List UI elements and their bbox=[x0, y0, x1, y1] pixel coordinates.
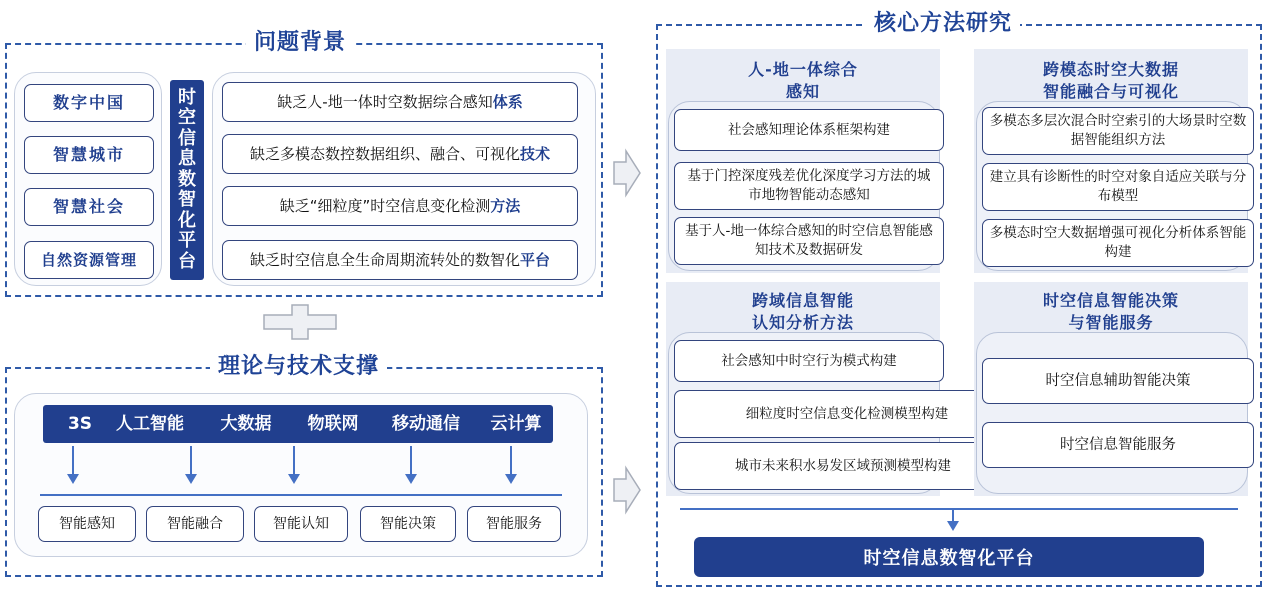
vertical-label-char: 息 bbox=[178, 148, 196, 170]
quadrant-1-title: 跨模态时空大数据 智能融合与可视化 bbox=[1042, 60, 1179, 101]
quadrant-2-title: 跨域信息智能 认知分析方法 bbox=[751, 291, 854, 332]
tech-item-2: 大数据 bbox=[220, 414, 272, 434]
gap-text-0: 缺乏人-地一体时空数据综合感知 bbox=[277, 93, 493, 111]
vertical-label-char: 信 bbox=[178, 127, 196, 149]
platform-connector bbox=[680, 508, 1238, 510]
gap-text-1: 缺乏多模态数控数据组织、融合、可视化 bbox=[249, 145, 520, 163]
quadrant-0 bbox=[666, 49, 940, 273]
gap-text-3: 缺乏时空信息全生命周期流转处的数智化 bbox=[249, 251, 520, 269]
vertical-label-char: 台 bbox=[178, 250, 196, 272]
quadrant-3-title: 时空信息智能决策 与智能服务 bbox=[1042, 291, 1179, 332]
tech-item-1: 人工智能 bbox=[116, 414, 184, 434]
quadrant-0-item-1: 基于门控深度残差优化深度学习方法的城市地物智能动态感知 bbox=[674, 162, 944, 210]
quadrant-0-title: 人-地一体综合 感知 bbox=[748, 60, 858, 101]
quadrant-2-item-1: 细粒度时空信息变化检测模型构建 bbox=[674, 390, 1020, 438]
vertical-label-char: 时 bbox=[178, 86, 196, 108]
tech-arrow-3 bbox=[410, 446, 412, 482]
quadrant-3-item-1: 时空信息智能服务 bbox=[982, 422, 1254, 468]
left-item-2: 智慧社会 bbox=[24, 188, 154, 226]
tech-item-3: 物联网 bbox=[307, 414, 359, 434]
quadrant-2 bbox=[666, 282, 951, 496]
tech-arrow-0 bbox=[72, 446, 74, 482]
capability-2: 智能认知 bbox=[254, 506, 348, 542]
vertical-platform-label bbox=[170, 80, 204, 280]
gap-keyword-0: 体系 bbox=[492, 93, 523, 111]
capability-0: 智能感知 bbox=[38, 506, 136, 542]
quadrant-1-item-1: 建立具有诊断性的时空对象自适应关联与分布模型 bbox=[982, 163, 1254, 211]
gap-item-0 bbox=[222, 82, 578, 122]
tech-arrow-2 bbox=[293, 446, 295, 482]
method-section-title: 核心方法研究 bbox=[866, 10, 1020, 38]
capability-3: 智能决策 bbox=[360, 506, 456, 542]
gap-text-2: 缺乏“细粒度”时空信息变化检测 bbox=[279, 197, 491, 215]
gap-keyword-3: 平台 bbox=[520, 251, 551, 269]
plus-icon bbox=[262, 303, 338, 341]
capability-1: 智能融合 bbox=[146, 506, 244, 542]
gap-item-3 bbox=[222, 240, 578, 280]
quadrant-1 bbox=[974, 49, 1248, 273]
vertical-label-char: 化 bbox=[178, 209, 196, 231]
problem-section-title: 问题背景 bbox=[246, 29, 354, 57]
vertical-label-char: 空 bbox=[178, 107, 196, 129]
quadrant-1-item-0: 多模态多层次混合时空索引的大场景时空数据智能组织方法 bbox=[982, 107, 1254, 155]
left-item-3: 自然资源管理 bbox=[24, 241, 154, 279]
quadrant-3-item-0: 时空信息辅助智能决策 bbox=[982, 358, 1254, 404]
support-section-title: 理论与技术支撑 bbox=[210, 353, 387, 381]
left-item-1: 智慧城市 bbox=[24, 136, 154, 174]
vertical-label-char: 数 bbox=[178, 168, 196, 190]
quadrant-0-item-2: 基于人-地一体综合感知的时空信息智能感知技术及数据研发 bbox=[674, 217, 944, 265]
capability-4: 智能服务 bbox=[467, 506, 561, 542]
tech-item-5: 云计算 bbox=[490, 414, 542, 434]
tech-item-0: 3S bbox=[67, 414, 93, 434]
platform-bar: 时空信息数智化平台 bbox=[694, 537, 1204, 577]
right-arrow-icon-bottom bbox=[612, 465, 642, 515]
quadrant-1-item-2: 多模态时空大数据增强可视化分析体系智能构建 bbox=[982, 219, 1254, 267]
left-item-0: 数字中国 bbox=[24, 84, 154, 122]
quadrant-3 bbox=[974, 282, 1248, 496]
tech-arrow-4 bbox=[510, 446, 512, 482]
gap-item-1 bbox=[222, 134, 578, 174]
quadrant-3-body bbox=[976, 332, 1248, 494]
vertical-label-char: 平 bbox=[178, 230, 196, 252]
gap-item-2 bbox=[222, 186, 578, 226]
quadrant-2-item-2: 城市未来积水易发区域预测模型构建 bbox=[674, 442, 1012, 490]
capability-divider bbox=[40, 494, 562, 496]
gap-keyword-2: 方法 bbox=[490, 197, 521, 215]
quadrant-2-item-0: 社会感知中时空行为模式构建 bbox=[674, 340, 944, 382]
gap-keyword-1: 技术 bbox=[520, 145, 551, 163]
right-arrow-icon-top bbox=[612, 148, 642, 198]
vertical-label-char: 智 bbox=[178, 189, 196, 211]
tech-arrow-1 bbox=[190, 446, 192, 482]
quadrant-0-item-0: 社会感知理论体系框架构建 bbox=[674, 109, 944, 151]
platform-arrow bbox=[952, 509, 954, 529]
tech-item-4: 移动通信 bbox=[392, 414, 460, 434]
